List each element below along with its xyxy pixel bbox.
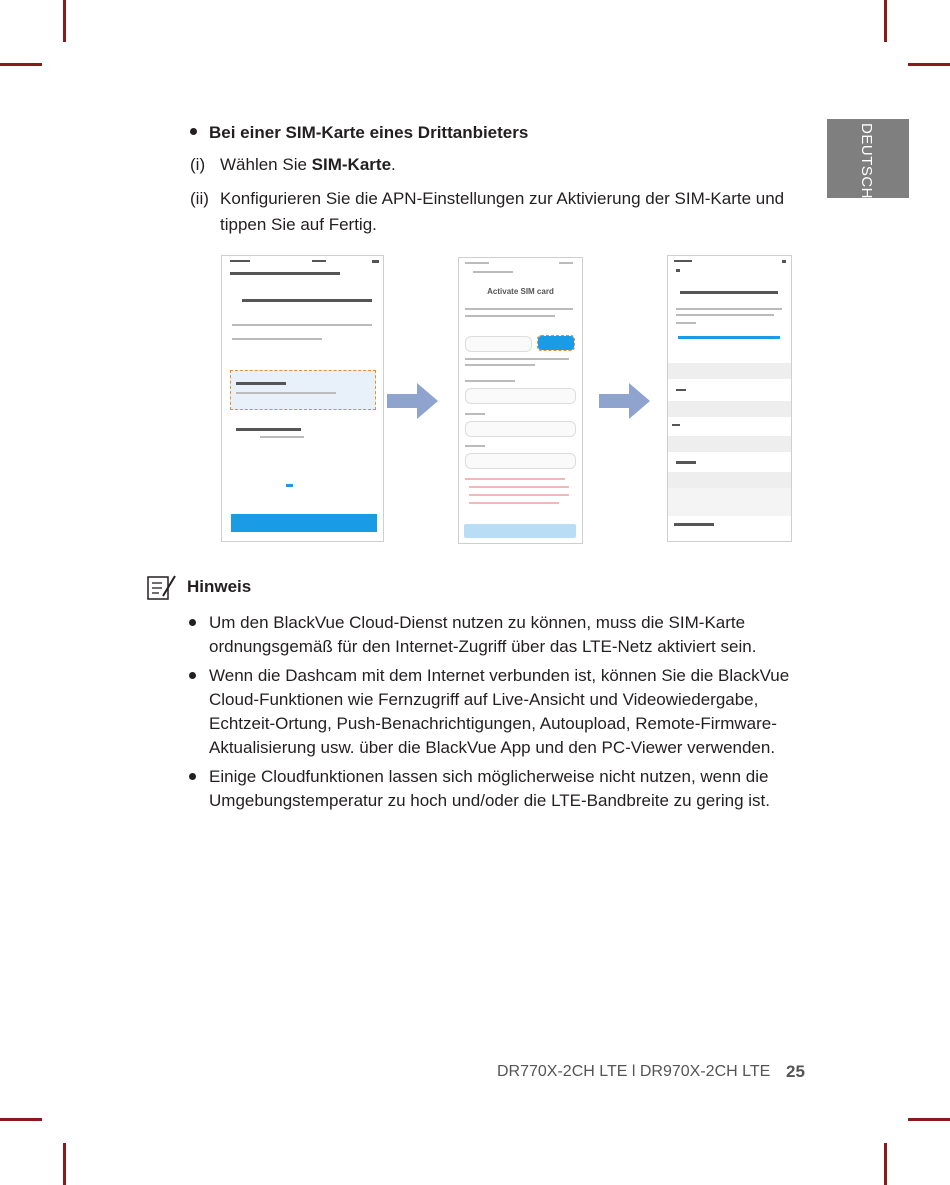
- step-text: Wählen Sie SIM-Karte.: [220, 155, 396, 174]
- phone-screenshot-apn-settings: [458, 257, 583, 544]
- crop-mark: [908, 1118, 950, 1121]
- arrow-right-icon: [599, 383, 651, 419]
- apn-screen-title: Activate SIM card: [487, 287, 554, 296]
- phone-screenshot-activation-status: [667, 255, 792, 542]
- crop-mark: [63, 0, 66, 42]
- page-number: 25: [786, 1062, 805, 1081]
- step-text: Konfigurieren Sie die APN-Einstellungen zur Aktivierung der SIM-Karte und tippen Sie auf Fertig.: [220, 189, 785, 234]
- note-icon: [146, 573, 178, 603]
- language-tab: [827, 119, 909, 198]
- section-heading: [190, 123, 528, 143]
- bullet-icon: [190, 128, 197, 135]
- note-title: Hinweis: [187, 577, 252, 596]
- step-number: (i): [190, 155, 206, 174]
- crop-mark: [0, 1118, 42, 1121]
- note-item: Einige Cloudfunktionen lassen sich möglicherweise nicht nutzen, wenn die Umgebungstemperatur zu hoch und/oder die LTE-Bandbreite zu gering ist.: [187, 765, 807, 813]
- language-tab-label: DEUTSCH: [858, 123, 875, 200]
- note-item: Um den BlackVue Cloud-Dienst nutzen zu können, muss die SIM-Karte ordnungsgemäß für den Internet-Zugriff über das LTE-Netz aktiviert sein.: [187, 611, 807, 659]
- section-heading-text: Bei einer SIM-Karte eines Drittanbieters: [209, 123, 529, 142]
- crop-mark: [63, 1143, 66, 1185]
- note-list: [187, 611, 807, 818]
- phone-screenshot-sim-selection: [221, 255, 384, 542]
- note-item: Wenn die Dashcam mit dem Internet verbunden ist, können Sie die BlackVue Cloud-Funktionen wie Fernzugriff auf Live-Ansicht und Videowiedergabe, Echtzeit-Ortung, Push-Benachrichtigungen, Autoupload, Remote-Firmware-Aktualisierung usw. über die BlackVue App und den PC-Viewer verwenden.: [187, 664, 807, 760]
- footer-model: DR770X-2CH LTE l DR970X-2CH LTE: [497, 1063, 771, 1080]
- arrow-right-icon: [387, 383, 439, 419]
- crop-mark: [884, 1143, 887, 1185]
- step-number: (ii): [190, 189, 209, 208]
- crop-mark: [0, 63, 42, 66]
- crop-mark: [908, 63, 950, 66]
- crop-mark: [884, 0, 887, 42]
